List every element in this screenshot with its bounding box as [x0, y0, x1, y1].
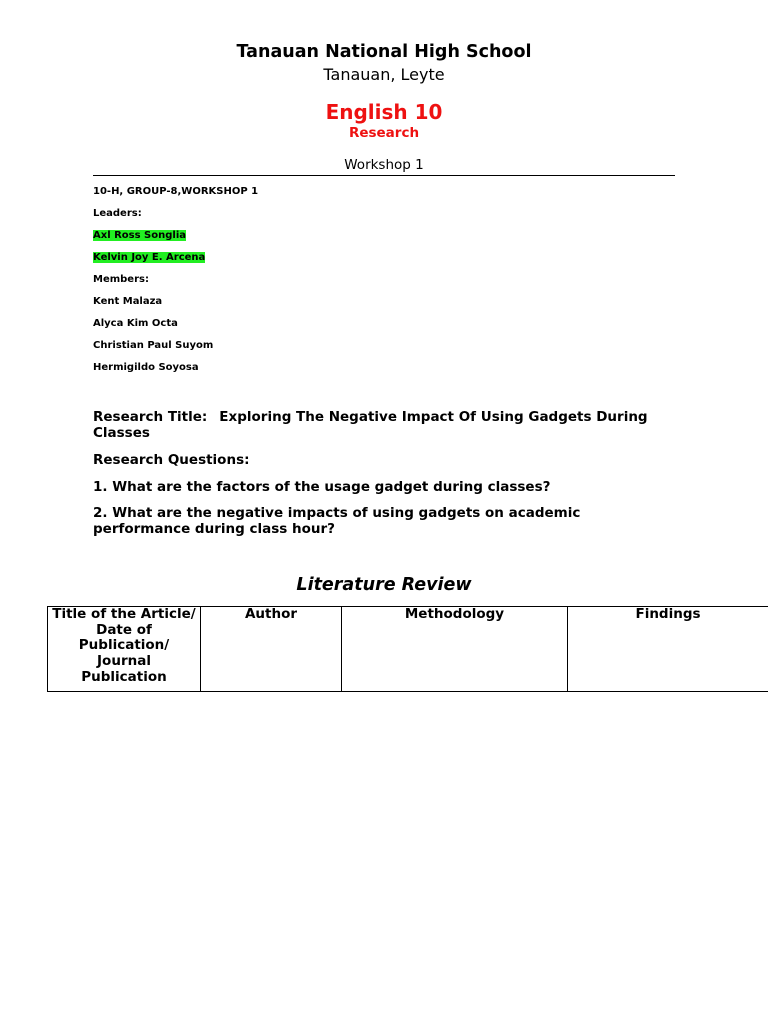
school-name: Tanauan National High School	[236, 42, 532, 62]
member-name: Kent Malaza	[93, 296, 163, 307]
column-header-title: Title of the Article/ Date of Publication/ Journal Publication	[48, 607, 201, 692]
research-question: 2. What are the negative impacts of using gadgets on academic performance during class hour?	[93, 505, 581, 537]
research-title-label: Research Title:	[93, 409, 208, 425]
research-title-text: Exploring The Negative Impact Of Using Gadgets During Classes	[93, 409, 648, 441]
table-header-row	[48, 607, 768, 692]
subject-title: English 10	[325, 100, 443, 124]
leaders-label: Leaders:	[93, 208, 142, 219]
column-header-methodology: Methodology	[342, 607, 568, 692]
member-name: Hermigildo Soyosa	[93, 362, 199, 373]
school-location: Tanauan, Leyte	[323, 65, 445, 84]
column-header-findings: Findings	[568, 607, 768, 692]
literature-review-table	[47, 606, 768, 692]
research-question: 1. What are the factors of the usage gadget during classes?	[93, 479, 551, 495]
research-questions-label: Research Questions:	[93, 452, 250, 468]
member-name: Christian Paul Suyom	[93, 340, 214, 351]
members-label: Members:	[93, 274, 149, 285]
member-name: Alyca Kim Octa	[93, 318, 178, 329]
workshop-label: Workshop 1	[344, 157, 424, 173]
leader-name: Axl Ross Songlia	[93, 230, 187, 241]
leader-name: Kelvin Joy E. Arcena	[93, 252, 206, 263]
subject-subtitle: Research	[348, 125, 420, 141]
header-divider	[93, 175, 675, 176]
literature-review-heading: Literature Review	[296, 575, 472, 595]
column-header-author: Author	[201, 607, 342, 692]
research-title	[93, 409, 653, 441]
group-heading: 10-H, GROUP-8,WORKSHOP 1	[93, 186, 259, 197]
